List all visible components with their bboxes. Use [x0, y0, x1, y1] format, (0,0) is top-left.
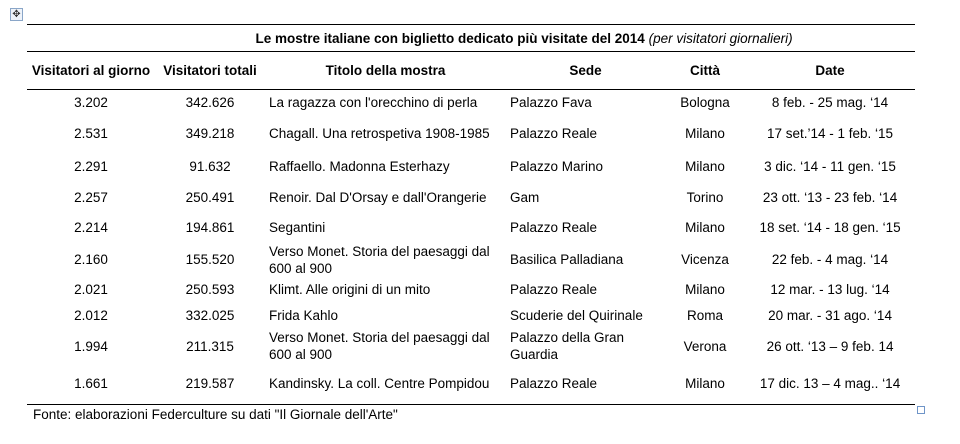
exhibitions-table	[27, 24, 915, 405]
title-cell: Chagall. Una retrospetiva 1908-1985	[269, 125, 490, 141]
table-resize-handle[interactable]	[917, 406, 925, 414]
title-cell: La ragazza con l'orecchino di perla	[269, 95, 478, 111]
table-move-handle-icon[interactable]: ✥	[10, 8, 23, 21]
source-note: Fonte: elaborazioni Federculture su dati "Il Giornale dell'Arte"	[33, 407, 398, 422]
venue-cell: Palazzo Reale	[506, 364, 665, 405]
title-cell: Segantini	[269, 220, 326, 235]
table-title-italic: (per visitatori giornalieri)	[648, 30, 793, 46]
venue-cell: Scuderie del Quirinale	[510, 308, 643, 323]
venue-cell: Palazzo della Gran Guardia	[510, 330, 625, 362]
daily-visitors-cell: 1.661	[27, 364, 155, 405]
table-title-bold: Le mostre italiane con biglietto dedicato più visitate del 2014	[255, 30, 645, 46]
daily-visitors-cell: 1.994	[74, 338, 108, 354]
total-visitors-cell: 211.315	[186, 338, 234, 354]
total-visitors-cell: 250.593	[185, 282, 235, 297]
total-visitors-cell: 155.520	[185, 252, 235, 267]
city-cell: Roma	[686, 308, 723, 323]
table-row	[27, 213, 915, 243]
title-cell: Verso Monet. Storia del paesaggi dal 600 al 900	[269, 243, 490, 276]
title-cell: Kandinsky. La coll. Centre Pompidou	[265, 364, 506, 405]
city-cell: Milano	[685, 125, 725, 141]
city-cell: Bologna	[680, 95, 730, 111]
header-daily-visitors: Visitatori al giorno	[27, 52, 155, 90]
header-total-visitors: Visitatori totali	[155, 52, 265, 90]
daily-visitors-cell: 2.531	[74, 125, 108, 141]
venue-cell: Basilica Palladiana	[510, 252, 624, 267]
header-venue: Sede	[506, 52, 665, 90]
table-row	[27, 182, 915, 213]
table-row	[27, 364, 915, 405]
total-visitors-cell: 219.587	[155, 364, 265, 405]
title-cell: Raffaello. Madonna Esterhazy	[269, 158, 450, 174]
table-row	[27, 243, 915, 277]
city-cell: Milano	[685, 282, 725, 297]
table-row	[27, 329, 915, 364]
total-visitors-cell: 342.626	[185, 95, 235, 111]
city-cell: Milano	[665, 364, 745, 405]
venue-cell: Palazzo Reale	[510, 125, 598, 141]
venue-cell: Palazzo Fava	[510, 95, 592, 111]
dates-cell: 12 mar. - 13 lug. ‘14	[770, 282, 890, 297]
total-visitors-cell: 194.861	[185, 220, 235, 235]
city-cell: Verona	[683, 338, 727, 354]
venue-cell: Palazzo Reale	[510, 220, 598, 235]
table-header-row	[27, 52, 915, 90]
table-row	[27, 116, 915, 151]
dates-cell: 17 dic. 13 – 4 mag.. ‘14	[745, 364, 915, 405]
table-row	[27, 151, 915, 182]
total-visitors-cell: 91.632	[189, 158, 231, 174]
city-cell: Milano	[685, 158, 725, 174]
dates-cell: 23 ott. ‘13 - 23 feb. ‘14	[762, 189, 898, 205]
table-title-row	[27, 25, 915, 52]
header-title: Titolo della mostra	[265, 52, 506, 90]
dates-cell: 18 set. ‘14 - 18 gen. ‘15	[759, 220, 901, 235]
daily-visitors-cell: 2.257	[74, 189, 108, 205]
dates-cell: 8 feb. - 25 mag. ‘14	[771, 95, 889, 111]
dates-cell: 22 feb. - 4 mag. ‘14	[771, 252, 889, 267]
daily-visitors-cell: 2.214	[74, 220, 108, 235]
city-cell: Torino	[686, 189, 724, 205]
title-cell: Frida Kahlo	[269, 308, 339, 323]
dates-cell: 3 dic. ‘14 - 11 gen. ‘15	[764, 158, 896, 174]
total-visitors-cell: 349.218	[185, 125, 235, 141]
total-visitors-cell: 332.025	[185, 308, 235, 323]
dates-cell: 26 ott. ‘13 – 9 feb. 14	[766, 338, 894, 354]
table-title	[27, 25, 915, 52]
daily-visitors-cell: 2.291	[74, 158, 108, 174]
venue-cell: Palazzo Marino	[510, 158, 604, 174]
header-dates: Date	[745, 52, 915, 90]
daily-visitors-cell: 2.021	[74, 282, 108, 297]
city-cell: Vicenza	[681, 252, 729, 267]
title-cell: Renoir. Dal D'Orsay e dall'Orangerie	[269, 189, 487, 205]
daily-visitors-cell: 2.012	[74, 308, 108, 323]
title-cell: Verso Monet. Storia del paesaggi dal 600 al 900	[269, 330, 490, 362]
table-row	[27, 277, 915, 303]
dates-cell: 17 set.’14 - 1 feb. ‘15	[766, 125, 894, 141]
city-cell: Milano	[685, 220, 725, 235]
venue-cell: Gam	[510, 189, 540, 205]
title-cell: Klimt. Alle origini di un mito	[269, 282, 431, 297]
daily-visitors-cell: 3.202	[74, 95, 108, 111]
venue-cell: Palazzo Reale	[510, 282, 598, 297]
daily-visitors-cell: 2.160	[74, 252, 108, 267]
header-city: Città	[665, 52, 745, 90]
table-row	[27, 90, 915, 116]
dates-cell: 20 mar. - 31 ago. ‘14	[768, 308, 892, 323]
total-visitors-cell: 250.491	[185, 189, 235, 205]
table-row	[27, 303, 915, 329]
